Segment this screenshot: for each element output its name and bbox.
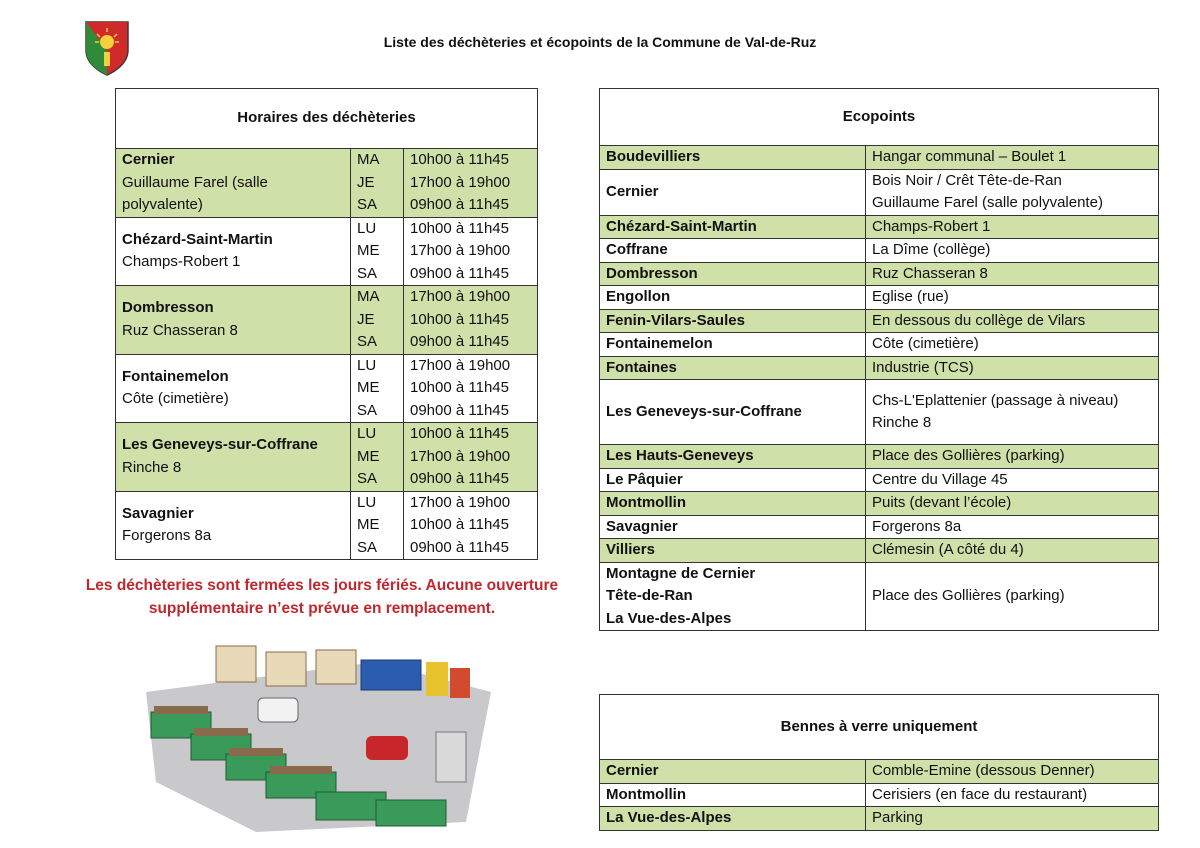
place-name: Le Pâquier bbox=[600, 468, 866, 492]
opening-time: 09h00 à 11h45 bbox=[410, 470, 509, 487]
place-name: Coffrane bbox=[600, 239, 866, 263]
hours-row bbox=[116, 491, 538, 514]
ecopoint-row bbox=[600, 169, 1159, 215]
opening-day: ME bbox=[351, 446, 404, 469]
place-location: Place des Gollières (parking) bbox=[866, 562, 1159, 631]
glass-bins-table bbox=[599, 694, 1159, 831]
opening-day: LU bbox=[351, 491, 404, 514]
opening-day: SA bbox=[351, 468, 404, 491]
ecopoint-row bbox=[600, 286, 1159, 310]
place-name: Les Geneveys-sur-Coffrane bbox=[600, 380, 866, 445]
ecopoint-row bbox=[600, 309, 1159, 333]
opening-time: 09h00 à 11h45 bbox=[410, 264, 509, 282]
ecopoint-row bbox=[600, 539, 1159, 563]
place-location: Forgerons 8a bbox=[866, 515, 1159, 539]
opening-time: 10h00 à 11h45 bbox=[404, 149, 538, 172]
place-location: Ruz Chasseran 8 bbox=[866, 262, 1159, 286]
opening-day: SA bbox=[351, 194, 404, 217]
opening-time: 17h00 à 19h00 bbox=[404, 286, 538, 309]
hours-row bbox=[116, 423, 538, 446]
place-location: Hangar communal – Boulet 1 bbox=[866, 146, 1159, 170]
dechetteries-hours-table bbox=[115, 88, 538, 560]
ecopoint-row bbox=[600, 239, 1159, 263]
place-location: Bois Noir / Crêt Tête-de-Ran Guillaume Farel (salle polyvalente) bbox=[866, 169, 1159, 215]
place-location: La Dîme (collège) bbox=[866, 239, 1159, 263]
opening-time: 10h00 à 11h45 bbox=[410, 516, 509, 533]
dechetterie-place bbox=[116, 491, 351, 560]
dechetterie-name: Les Geneveys-sur-Coffrane bbox=[122, 436, 318, 454]
dechetterie-name: Chézard-Saint-Martin bbox=[122, 230, 273, 248]
opening-day: MA bbox=[351, 149, 404, 172]
place-name: Fenin-Vilars-Saules bbox=[600, 309, 866, 333]
ecopoint-row bbox=[600, 380, 1159, 445]
dechetterie-name: Cernier bbox=[122, 151, 175, 168]
dechetterie-place bbox=[116, 217, 351, 286]
ecopoint-row bbox=[600, 515, 1159, 539]
dechetterie-address: Forgerons 8a bbox=[122, 527, 212, 545]
dechetterie-place bbox=[116, 354, 351, 423]
place-name: La Vue-des-Alpes bbox=[600, 807, 866, 831]
place-location: Clémesin (A côté du 4) bbox=[866, 539, 1159, 563]
dechetterie-place bbox=[116, 149, 351, 218]
opening-time: 17h00 à 19h00 bbox=[404, 491, 538, 514]
place-location: Place des Gollières (parking) bbox=[866, 445, 1159, 469]
ecopoint-row bbox=[600, 262, 1159, 286]
opening-time: 10h00 à 11h45 bbox=[404, 423, 538, 446]
val-de-ruz-crest-logo bbox=[84, 20, 130, 76]
glass-bin-row bbox=[600, 760, 1159, 784]
place-location: Comble-Emine (dessous Denner) bbox=[866, 760, 1159, 784]
glass-bin-row bbox=[600, 783, 1159, 807]
place-location: Parking bbox=[866, 807, 1159, 831]
opening-day: JE bbox=[351, 309, 404, 332]
opening-day: SA bbox=[351, 331, 404, 354]
place-name: Les Hauts-Geneveys bbox=[600, 445, 866, 469]
place-location: Cerisiers (en face du restaurant) bbox=[866, 783, 1159, 807]
opening-day: LU bbox=[351, 354, 404, 377]
ecopoint-row bbox=[600, 146, 1159, 170]
ecopoint-row bbox=[600, 215, 1159, 239]
hours-row bbox=[116, 354, 538, 377]
opening-time: 17h00 à 19h00 bbox=[404, 354, 538, 377]
ecopoint-row bbox=[600, 333, 1159, 357]
opening-day: ME bbox=[351, 514, 404, 537]
glass-table-heading: Bennes à verre uniquement bbox=[780, 717, 978, 735]
holiday-closure-notice: Les déchèteries sont fermées les jours fériés. Aucune ouverture supplémentaire n’est prévue en remplacement. bbox=[85, 577, 559, 617]
opening-day: SA bbox=[351, 537, 404, 560]
ecopoint-row bbox=[600, 356, 1159, 380]
ecopoints-table-heading: Ecopoints bbox=[842, 107, 916, 125]
dechetterie-address: Ruz Chasseran 8 bbox=[122, 321, 238, 339]
opening-time: 10h00 à 11h45 bbox=[404, 217, 538, 240]
opening-time: 09h00 à 11h45 bbox=[410, 538, 509, 556]
place-location: Côte (cimetière) bbox=[866, 333, 1159, 357]
opening-day: MA bbox=[351, 286, 404, 309]
opening-time: 10h00 à 11h45 bbox=[410, 379, 509, 396]
opening-day: LU bbox=[351, 423, 404, 446]
place-location: Puits (devant l’école) bbox=[866, 492, 1159, 516]
ecopoint-row bbox=[600, 445, 1159, 469]
ecopoint-row bbox=[600, 468, 1159, 492]
hours-row bbox=[116, 149, 538, 172]
opening-day: SA bbox=[351, 263, 404, 286]
dechetterie-name: Savagnier bbox=[122, 504, 194, 522]
place-name: Engollon bbox=[600, 286, 866, 310]
dechetterie-place bbox=[116, 286, 351, 355]
place-location: Eglise (rue) bbox=[866, 286, 1159, 310]
hours-table-heading: Horaires des déchèteries bbox=[116, 89, 538, 149]
glass-bin-row bbox=[600, 807, 1159, 831]
dechetterie-name: Fontainemelon bbox=[122, 367, 229, 385]
place-location: Champs-Robert 1 bbox=[866, 215, 1159, 239]
place-name: Fontainemelon bbox=[600, 333, 866, 357]
place-name: Cernier bbox=[600, 169, 866, 215]
opening-time: 17h00 à 19h00 bbox=[410, 447, 511, 465]
place-location: Industrie (TCS) bbox=[866, 356, 1159, 380]
dechetterie-address: Guillaume Farel (salle polyvalente) bbox=[122, 173, 268, 213]
dechetterie-name: Dombresson bbox=[122, 299, 214, 317]
place-name: Boudevilliers bbox=[600, 146, 866, 170]
opening-day: ME bbox=[351, 240, 404, 263]
ecopoint-row bbox=[600, 492, 1159, 516]
opening-day: LU bbox=[351, 217, 404, 240]
opening-time: 10h00 à 11h45 bbox=[410, 310, 509, 328]
place-name: Chézard-Saint-Martin bbox=[600, 215, 866, 239]
place-location: Centre du Village 45 bbox=[866, 468, 1159, 492]
page-title: Liste des déchèteries et écopoints de la Commune de Val-de-Ruz bbox=[383, 34, 817, 50]
place-name: Fontaines bbox=[600, 356, 866, 380]
place-location: Chs-L'Eplattenier (passage à niveau) Rinche 8 bbox=[866, 380, 1159, 445]
dechetterie-address: Côte (cimetière) bbox=[122, 390, 229, 408]
opening-time: 17h00 à 19h00 bbox=[410, 173, 511, 191]
opening-day: ME bbox=[351, 377, 404, 400]
dechetterie-address: Champs-Robert 1 bbox=[122, 253, 241, 271]
hours-row bbox=[116, 286, 538, 309]
recycling-center-illustration bbox=[136, 632, 496, 837]
opening-time: 17h00 à 19h00 bbox=[410, 242, 511, 259]
place-name: Dombresson bbox=[600, 262, 866, 286]
ecopoint-row bbox=[600, 562, 1159, 631]
place-name: Montagne de Cernier Tête-de-Ran La Vue-des-Alpes bbox=[600, 562, 866, 631]
place-name: Montmollin bbox=[600, 492, 866, 516]
place-name: Villiers bbox=[600, 539, 866, 563]
place-name: Cernier bbox=[600, 760, 866, 784]
dechetterie-address: Rinche 8 bbox=[122, 458, 182, 476]
place-name: Savagnier bbox=[600, 515, 866, 539]
opening-day: SA bbox=[351, 400, 404, 423]
ecopoints-table bbox=[599, 88, 1159, 631]
place-location: En dessous du collège de Vilars bbox=[866, 309, 1159, 333]
opening-time: 09h00 à 11h45 bbox=[410, 401, 509, 419]
opening-day: JE bbox=[351, 172, 404, 195]
opening-time: 09h00 à 11h45 bbox=[410, 333, 509, 350]
opening-time: 09h00 à 11h45 bbox=[410, 196, 509, 213]
dechetterie-place bbox=[116, 423, 351, 492]
place-name: Montmollin bbox=[600, 783, 866, 807]
hours-row bbox=[116, 217, 538, 240]
